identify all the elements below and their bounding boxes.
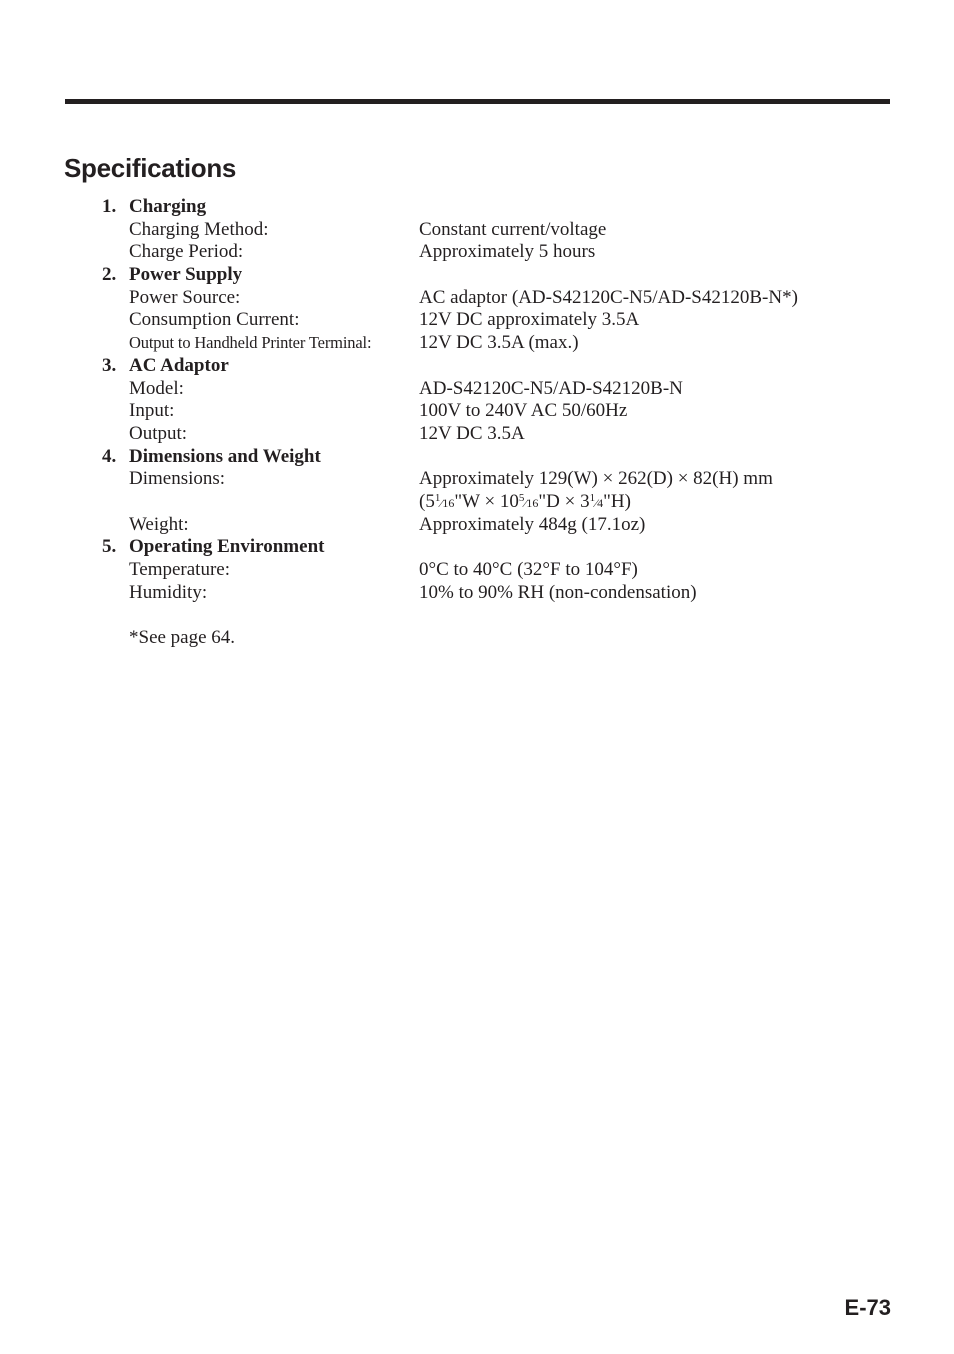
frac-den: ⁄16	[440, 495, 455, 510]
section-heading-operating-environment	[0, 536, 954, 559]
spec-row-charge-period	[0, 241, 954, 264]
footnote-row	[0, 627, 954, 650]
spec-value: AD-S42120C-N5/AD-S42120B-N	[419, 377, 683, 399]
section-heading-dimensions-weight	[0, 446, 954, 469]
dim-width-suffix: "W × 10	[454, 490, 519, 512]
spec-row-charging-method	[0, 219, 954, 242]
spec-value: Approximately 5 hours	[419, 241, 596, 263]
page-title: Specifications	[64, 153, 237, 183]
dimensions-metric: Approximately 129(W) × 262(D) × 82(H) mm	[419, 468, 773, 490]
footnote: *See page 64.	[129, 627, 236, 649]
frac-num: 1	[589, 491, 596, 504]
header-rule	[65, 99, 890, 104]
section-title: Dimensions and Weight	[129, 445, 321, 467]
spec-label: Output:	[129, 422, 188, 444]
spec-label: Power Source:	[129, 286, 241, 308]
spec-row-dimensions	[0, 468, 954, 513]
spec-label: Model:	[129, 377, 184, 399]
section-number: 2.	[102, 264, 117, 286]
section-number: 5.	[102, 536, 117, 558]
dimensions-imperial	[419, 491, 773, 515]
frac-den: ⁄4	[595, 495, 604, 510]
spec-label: Input:	[129, 400, 175, 422]
spec-value: Approximately 484g (17.1oz)	[419, 513, 646, 535]
section-heading-charging	[0, 196, 954, 219]
spec-row-output	[0, 423, 954, 446]
spec-row-temperature	[0, 559, 954, 582]
spacer	[0, 604, 954, 627]
spec-label: Temperature:	[129, 559, 231, 581]
frac-num: 5	[518, 491, 525, 504]
section-title: Operating Environment	[129, 536, 325, 558]
spec-label: Consumption Current:	[129, 309, 300, 331]
spec-label: Charging Method:	[129, 218, 269, 240]
spec-value: 100V to 240V AC 50/60Hz	[419, 400, 628, 422]
spec-label: Charge Period:	[129, 241, 244, 263]
spec-row-weight	[0, 514, 954, 537]
fraction-depth	[518, 491, 539, 510]
spec-label: Weight:	[129, 513, 189, 535]
spec-row-consumption-current	[0, 309, 954, 332]
spec-label: Output to Handheld Printer Terminal:	[129, 333, 372, 353]
spec-value: 10% to 90% RH (non-condensation)	[419, 581, 697, 603]
section-title: Charging	[129, 196, 207, 217]
section-heading-power-supply	[0, 264, 954, 287]
section-number: 1.	[102, 196, 117, 217]
spec-value: Constant current/voltage	[419, 218, 607, 240]
spec-label: Humidity:	[129, 581, 208, 603]
dim-open: (5	[419, 490, 435, 512]
spec-row-output-terminal	[0, 332, 954, 355]
spec-value: 12V DC 3.5A	[419, 422, 525, 444]
frac-den: ⁄16	[524, 495, 539, 510]
dim-height-suffix: "H)	[603, 490, 631, 512]
section-title: Power Supply	[129, 264, 243, 286]
spec-label: Dimensions:	[129, 468, 226, 490]
frac-num: 1	[434, 491, 441, 504]
spec-value-dimensions	[419, 468, 773, 514]
spec-list	[0, 196, 954, 650]
spec-row-humidity	[0, 582, 954, 605]
fraction-width	[434, 491, 455, 510]
spec-row-power-source	[0, 287, 954, 310]
section-number: 4.	[102, 445, 117, 467]
section-heading-ac-adaptor	[0, 355, 954, 378]
dim-depth-suffix: "D × 3	[538, 490, 590, 512]
fraction-height	[589, 491, 604, 510]
spec-row-input	[0, 400, 954, 423]
spec-value: AC adaptor (AD-S42120C-N5/AD-S42120B-N*)	[419, 286, 798, 308]
section-number: 3.	[102, 354, 117, 376]
page-number: E-73	[844, 1295, 891, 1320]
spec-row-model	[0, 378, 954, 401]
spec-value: 12V DC 3.5A (max.)	[419, 332, 579, 354]
spec-value: 12V DC approximately 3.5A	[419, 309, 640, 331]
section-title: AC Adaptor	[129, 354, 229, 376]
spec-value: 0°C to 40°C (32°F to 104°F)	[419, 559, 638, 581]
